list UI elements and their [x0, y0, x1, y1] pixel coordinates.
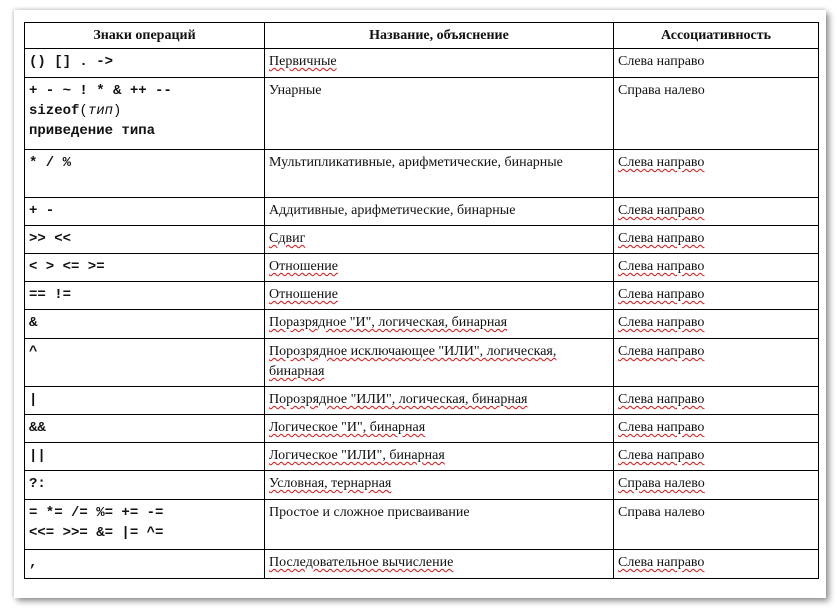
associativity-cell [614, 339, 819, 387]
associativity-cell [614, 49, 819, 78]
associativity-cell [614, 282, 819, 310]
header-associativity: Ассоциативность [614, 23, 819, 49]
name-text: Сдвиг [269, 231, 306, 246]
name-text: Порозрядное "ИЛИ", логическая, бинарная [269, 392, 528, 407]
name-cell [265, 150, 614, 198]
associativity-cell [614, 471, 819, 500]
name-text: Поразрядное "И", логическая, бинарная [269, 315, 508, 330]
name-text: Отношение [269, 259, 338, 274]
name-text: Мультипликативные, арифметические, бинарные [269, 155, 563, 170]
associativity-text: Слева направо [618, 155, 705, 170]
name-cell [265, 550, 614, 579]
name-text: Аддитивные, арифметические, бинарные [269, 203, 516, 218]
associativity-cell [614, 254, 819, 282]
operators-cell [25, 282, 265, 310]
operator-line: < > <= >= [29, 259, 105, 275]
operator-line: = *= /= %= += -= [29, 505, 164, 521]
name-text: Отношение [269, 287, 338, 302]
operator-line: , [29, 555, 38, 571]
name-cell [265, 310, 614, 339]
associativity-text: Слева направо [618, 259, 705, 274]
associativity-cell [614, 226, 819, 254]
operators-precedence-table [24, 22, 819, 579]
name-cell [265, 339, 614, 387]
table-header-row [25, 23, 819, 49]
name-text: Логическое "ИЛИ", бинарная [269, 448, 445, 463]
table-row [25, 415, 819, 443]
associativity-text: Слева направо [618, 54, 705, 69]
name-text: Первичные [269, 54, 337, 69]
table-row [25, 550, 819, 579]
name-text: Последовательное вычисление [269, 555, 454, 570]
name-cell [265, 78, 614, 150]
associativity-text: Слева направо [618, 344, 705, 359]
name-cell [265, 49, 614, 78]
associativity-text: Слева направо [618, 203, 705, 218]
document-page [14, 10, 826, 598]
table-row [25, 443, 819, 471]
table-row [25, 282, 819, 310]
header-name: Название, объяснение [265, 23, 614, 49]
operators-cell [25, 226, 265, 254]
name-cell [265, 226, 614, 254]
operator-line: & [29, 315, 38, 331]
name-text: Унарные [269, 83, 322, 98]
associativity-cell [614, 415, 819, 443]
table-row [25, 226, 819, 254]
sizeof-keyword: sizeof [29, 103, 80, 119]
operators-cell [25, 150, 265, 198]
name-cell [265, 415, 614, 443]
operator-line: | [29, 392, 38, 408]
table-row [25, 198, 819, 226]
operator-line: <<= >>= &= |= ^= [29, 525, 164, 541]
operators-cell [25, 387, 265, 415]
associativity-cell [614, 387, 819, 415]
associativity-text: Слева направо [618, 555, 705, 570]
table-row [25, 387, 819, 415]
operator-line: * / % [29, 155, 72, 171]
associativity-text: Справа налево [618, 83, 705, 98]
operators-cell [25, 254, 265, 282]
operators-cell [25, 471, 265, 500]
operator-line: ?: [29, 476, 46, 492]
name-text: Условная, тернарная [269, 476, 392, 491]
associativity-text: Слева направо [618, 287, 705, 302]
associativity-text: Слева направо [618, 448, 705, 463]
name-cell [265, 443, 614, 471]
paren-open: ( [79, 103, 88, 119]
table-row [25, 500, 819, 550]
associativity-text: Справа налево [618, 505, 705, 520]
associativity-text: Слева направо [618, 315, 705, 330]
operator-line: + - ~ ! * & ++ -- [29, 83, 172, 99]
operators-cell [25, 415, 265, 443]
operators-cell [25, 339, 265, 387]
operator-line: ^ [29, 344, 38, 360]
associativity-cell [614, 310, 819, 339]
operators-cell [25, 500, 265, 550]
operator-line [29, 101, 260, 121]
operators-cell [25, 550, 265, 579]
associativity-text: Слева направо [618, 420, 705, 435]
operators-cell [25, 198, 265, 226]
associativity-cell [614, 198, 819, 226]
operator-line: && [29, 420, 46, 436]
name-cell [265, 254, 614, 282]
name-cell [265, 471, 614, 500]
table-row [25, 150, 819, 198]
operator-line: () [] . -> [29, 54, 114, 70]
associativity-text: Слева направо [618, 392, 705, 407]
operators-cell [25, 49, 265, 78]
name-text: Порозрядное исключающее "ИЛИ", логическая, бинарная [269, 344, 557, 379]
operator-line: приведение типа [29, 123, 156, 139]
name-text: Логическое "И", бинарная [269, 420, 426, 435]
operator-line: == != [29, 287, 72, 303]
name-cell [265, 500, 614, 550]
operators-cell [25, 78, 265, 150]
name-cell [265, 282, 614, 310]
operators-cell [25, 310, 265, 339]
type-word: тип [87, 103, 114, 119]
associativity-cell [614, 78, 819, 150]
operator-line: || [29, 448, 46, 464]
table-row [25, 310, 819, 339]
associativity-text: Справа налево [618, 476, 705, 491]
name-cell [265, 198, 614, 226]
operator-line: + - [29, 203, 55, 219]
associativity-cell [614, 550, 819, 579]
associativity-cell [614, 443, 819, 471]
table-row [25, 471, 819, 500]
name-text: Простое и сложное присваивание [269, 505, 470, 520]
table-row [25, 78, 819, 150]
table-row [25, 254, 819, 282]
name-cell [265, 387, 614, 415]
header-operators: Знаки операций [25, 23, 265, 49]
associativity-cell [614, 500, 819, 550]
associativity-text: Слева направо [618, 231, 705, 246]
paren-close: ) [113, 103, 122, 119]
table-row [25, 49, 819, 78]
associativity-cell [614, 150, 819, 198]
operators-cell [25, 443, 265, 471]
operator-line: >> << [29, 231, 72, 247]
table-row [25, 339, 819, 387]
